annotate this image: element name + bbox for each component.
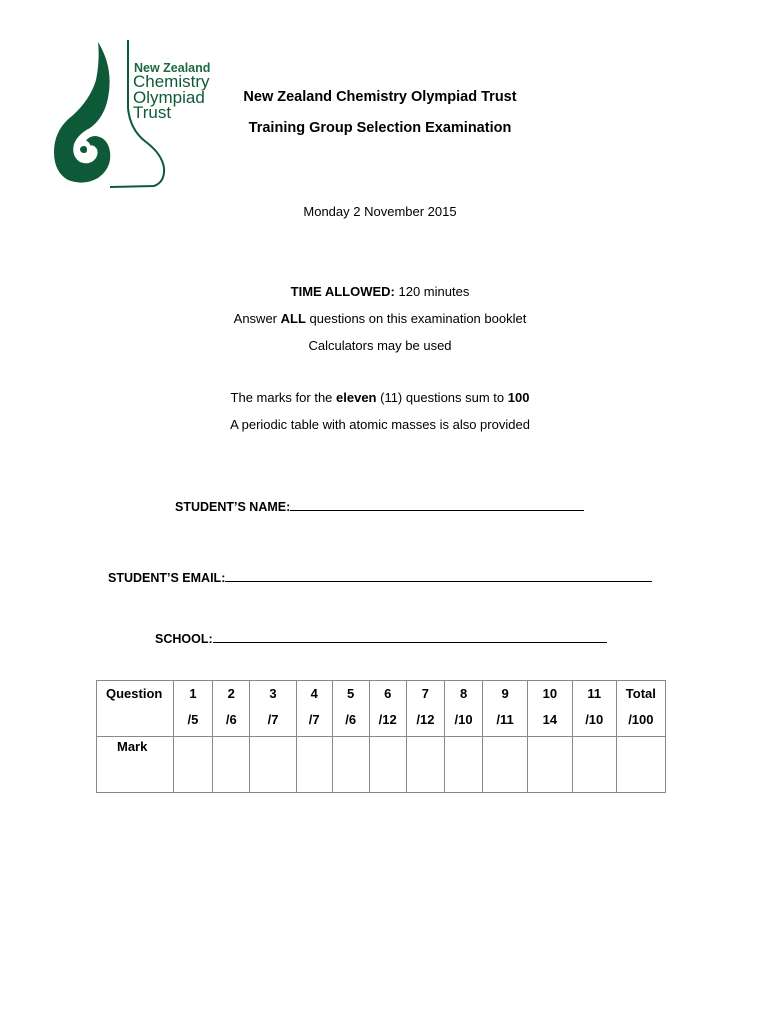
question-max-row [97,712,666,737]
question-number-cell: Total [616,681,665,713]
question-number-row [97,681,666,713]
koru-shape [54,42,110,183]
school-line[interactable] [213,630,607,643]
marks-text-eleven: eleven [336,390,377,405]
mark-label: Mark [97,737,174,793]
mark-input-cell[interactable] [572,737,616,793]
mark-input-cell[interactable] [332,737,369,793]
question-max-cell: /6 [332,712,369,737]
question-number-cell: 11 [572,681,616,713]
mark-input-cell[interactable] [173,737,213,793]
question-number-cell: 10 [528,681,573,713]
marks-text-mid: (11) questions sum to [376,390,508,405]
student-email-label: STUDENT’S EMAIL: [108,571,226,585]
logo-text-new-zealand: New Zealand [134,61,211,75]
school-field[interactable] [155,630,607,646]
question-number-cell: 5 [332,681,369,713]
question-max-cell: /7 [250,712,297,737]
question-max-cell: /6 [213,712,250,737]
question-max-cell: /100 [616,712,665,737]
mark-row [97,737,666,793]
student-name-field[interactable] [175,498,584,514]
marks-text-total: 100 [507,390,530,405]
answer-text-post: questions on this examination booklet [305,311,527,326]
question-max-cell: /10 [445,712,483,737]
question-label: Question [97,681,174,713]
periodic-table-note: A periodic table with atomic masses is also provided [230,417,530,432]
mark-input-cell[interactable] [213,737,250,793]
question-number-cell: 1 [173,681,213,713]
time-allowed-value: 120 minutes [394,284,470,299]
mark-input-cell[interactable] [369,737,406,793]
question-max-cell: /11 [483,712,528,737]
time-allowed-label: TIME ALLOWED: [290,284,395,299]
answer-instruction [0,311,760,326]
mark-input-cell[interactable] [445,737,483,793]
mark-input-cell[interactable] [528,737,573,793]
marks-text-pre: The marks for the [230,390,337,405]
mark-input-cell[interactable] [616,737,665,793]
exam-title: Training Group Selection Examination [248,120,512,136]
mark-input-cell[interactable] [250,737,297,793]
organization-title: New Zealand Chemistry Olympiad Trust [243,89,517,105]
mark-input-cell[interactable] [296,737,332,793]
question-number-cell: 4 [296,681,332,713]
question-max-cell: /7 [296,712,332,737]
student-name-label: STUDENT’S NAME: [175,500,291,514]
logo-text-trust: Trust [133,103,172,122]
calculator-note: Calculators may be used [308,338,452,353]
time-allowed [0,284,760,299]
student-email-line[interactable] [225,569,652,582]
marks-note [0,390,760,405]
question-max-cell: 14 [528,712,573,737]
answer-text-bold: ALL [280,311,306,326]
mark-input-cell[interactable] [406,737,444,793]
exam-date: Monday 2 November 2015 [303,204,457,219]
logo-text-chemistry: Chemistry [133,72,210,91]
question-max-cell: /12 [369,712,406,737]
question-max-label-cell [97,712,174,737]
question-number-cell: 8 [445,681,483,713]
logo-text-olympiad: Olympiad [133,88,205,107]
question-max-cell: /5 [173,712,213,737]
question-number-cell: 9 [483,681,528,713]
student-name-line[interactable] [290,498,584,511]
question-number-cell: 2 [213,681,250,713]
question-max-cell: /12 [406,712,444,737]
answer-text-pre: Answer [233,311,281,326]
student-email-field[interactable] [108,569,652,585]
question-number-cell: 7 [406,681,444,713]
school-label: SCHOOL: [155,632,213,646]
question-number-cell: 6 [369,681,406,713]
score-table [96,680,666,793]
question-max-cell: /10 [572,712,616,737]
mark-input-cell[interactable] [483,737,528,793]
question-number-cell: 3 [250,681,297,713]
